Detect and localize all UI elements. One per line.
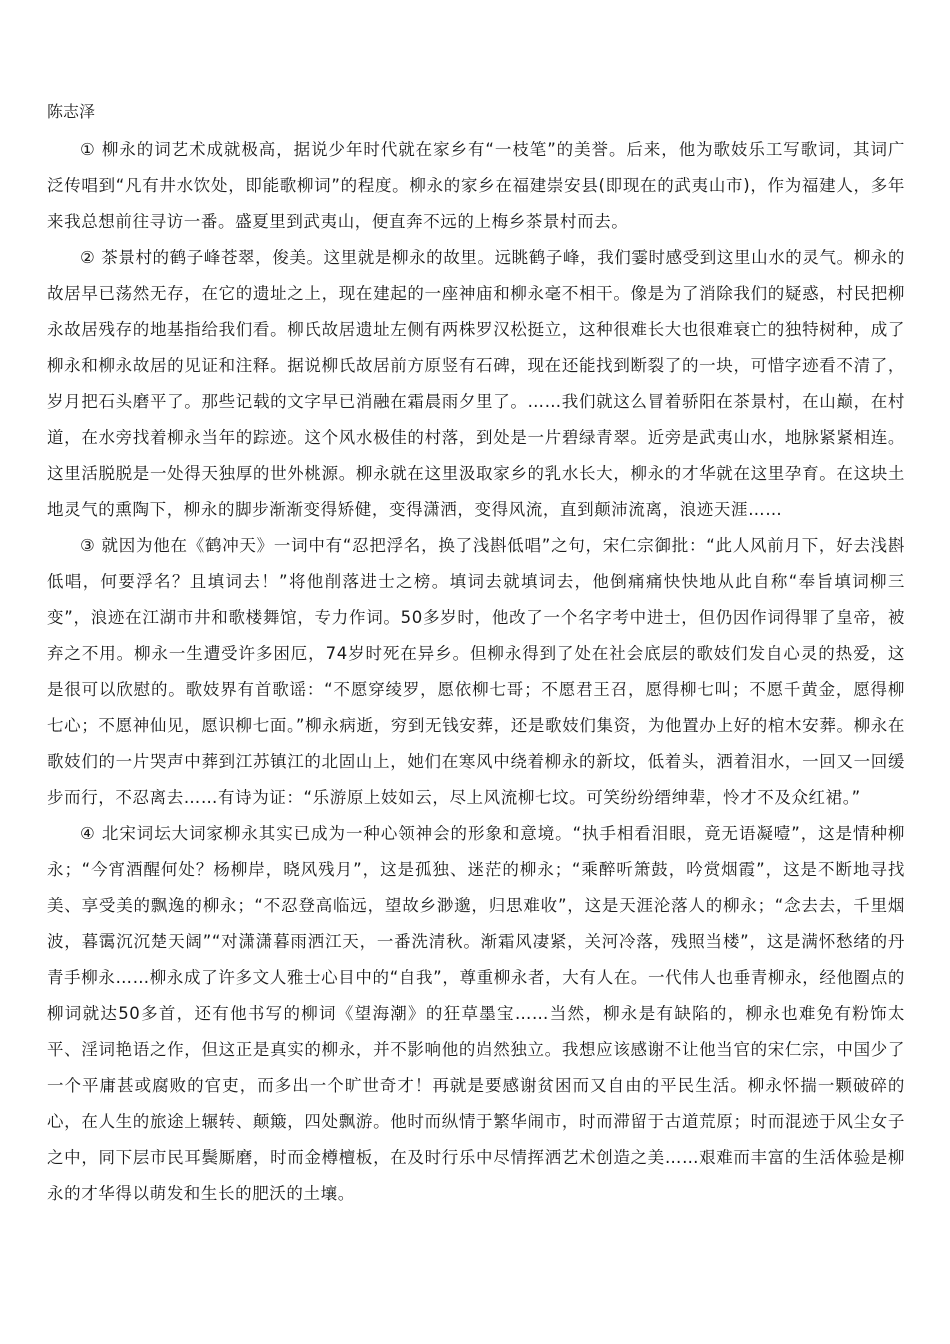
paragraph-3: ③ 就因为他在《鹤冲天》一词中有“忍把浮名，换了浅斟低唱”之句，宋仁宗御批：“此人风前月下，好去浅斟低唱，何要浮名？且填词去！”将他削落进士之榜。填词去就填词去，他倒痛痛快快地从此自称“奉旨填词柳三变”，浪迹在江湖市井和歌楼舞馆，专力作词。50多岁时，他改了一个名字考中进士，但仍因作词得罪了皇帝，被弃之不用。柳永一生遭受许多困厄，74岁时死在异乡。但柳永得到了处在社会底层的歌妓们发自心灵的热爱，这是很可以欣慰的。歌妓界有首歌谣：“不愿穿绫罗，愿依柳七哥；不愿君王召，愿得柳七叫；不愿千黄金，愿得柳七心；不愿神仙见，愿识柳七面。”柳永病逝，穷到无钱安葬，还是歌妓们集资，为他置办上好的棺木安葬。柳永在歌妓们的一片哭声中葬到江苏镇江的北固山上，她们在寒风中绕着柳永的新坟，低着头，洒着泪水，一回又一回缓步而行，不忍离去……有诗为证：“乐游原上妓如云，尽上风流柳七坟。可笑纷纷缙绅辈，怜才不及众红裙。” (47, 536, 905, 807)
paragraph-4: ④ 北宋词坛大词家柳永其实已成为一种心领神会的形象和意境。“执手相看泪眼，竟无语凝噎”，这是情种柳永；“今宵酒醒何处？杨柳岸，晓风残月”，这是孤独、迷茫的柳永；“乘醉听箫鼓，吟赏烟霞”，这是不断地寻找美、享受美的飘逸的柳永；“不忍登高临远，望故乡渺邈，归思难收”，这是天涯沦落人的柳永；“念去去，千里烟波，暮霭沉沉楚天阔”“对潇潇暮雨洒江天，一番洗清秋。渐霜风凄紧，关河冷落，残照当楼”，这是满怀愁绪的丹青手柳永……柳永成了许多文人雅士心目中的“自我”，尊重柳永者，大有人在。一代伟人也垂青柳永，经他圈点的柳词就达50多首，还有他书写的柳词《望海潮》的狂草墨宝……当然，柳永是有缺陷的，柳永也难免有粉饰太平、淫词艳语之作，但这正是真实的柳永，并不影响他的岿然独立。我想应该感谢不让他当官的宋仁宗，中国少了一个平庸甚或腐败的官吏，而多出一个旷世奇才！再就是要感谢贫困而又自由的平民生活。柳永怀揣一颗破碎的心，在人生的旅途上辗转、颠簸，四处飘游。他时而纵情于繁华闹市，时而滞留于古道荒原；时而混迹于风尘女子之中，同下层市民耳鬓厮磨，时而金樽檀板，在及时行乐中尽情挥洒艺术创造之美……艰难而丰富的生活体验是柳永的才华得以萌发和生长的肥沃的土壤。 (47, 824, 905, 1203)
paragraph-1: ① 柳永的词艺术成就极高，据说少年时代就在家乡有“一枝笔”的美誉。后来，他为歌妓乐工写歌词，其词广泛传唱到“凡有井水饮处，即能歌柳词”的程度。柳永的家乡在福建崇安县(即现在的武夷山市)，作为福建人，多年来我总想前往寻访一番。盛夏里到武夷山，便直奔不远的上梅乡茶景村而去。 (47, 140, 905, 231)
author-name: 陈志泽 (47, 102, 96, 121)
article-body (47, 132, 905, 1212)
paragraph-2: ② 茶景村的鹤子峰苍翠，俊美。这里就是柳永的故里。远眺鹤子峰，我们霎时感受到这里山水的灵气。柳永的故居早已荡然无存，在它的遗址之上，现在建起的一座神庙和柳永毫不相干。像是为了消除我们的疑惑，村民把柳永故居残存的地基指给我们看。柳氏故居遗址左侧有两株罗汉松挺立，这种很难长大也很难衰亡的独特树种，成了柳永和柳永故居的见证和注释。据说柳氏故居前方原竖有石碑，现在还能找到断裂了的一块，可惜字迹看不清了，岁月把石头磨平了。那些记载的文字早已消融在霜晨雨夕里了。……我们就这么冒着骄阳在茶景村，在山巅，在村道，在水旁找着柳永当年的踪迹。这个风水极佳的村落，到处是一片碧绿青翠。近旁是武夷山水，地脉紧紧相连。这里活脱脱是一处得天独厚的世外桃源。柳永就在这里汲取家乡的乳水长大，柳永的才华就在这里孕育。在这块土地灵气的熏陶下，柳永的脚步渐渐变得矫健，变得潇洒，变得风流，直到颠沛流离，浪迹天涯…… (47, 248, 905, 519)
